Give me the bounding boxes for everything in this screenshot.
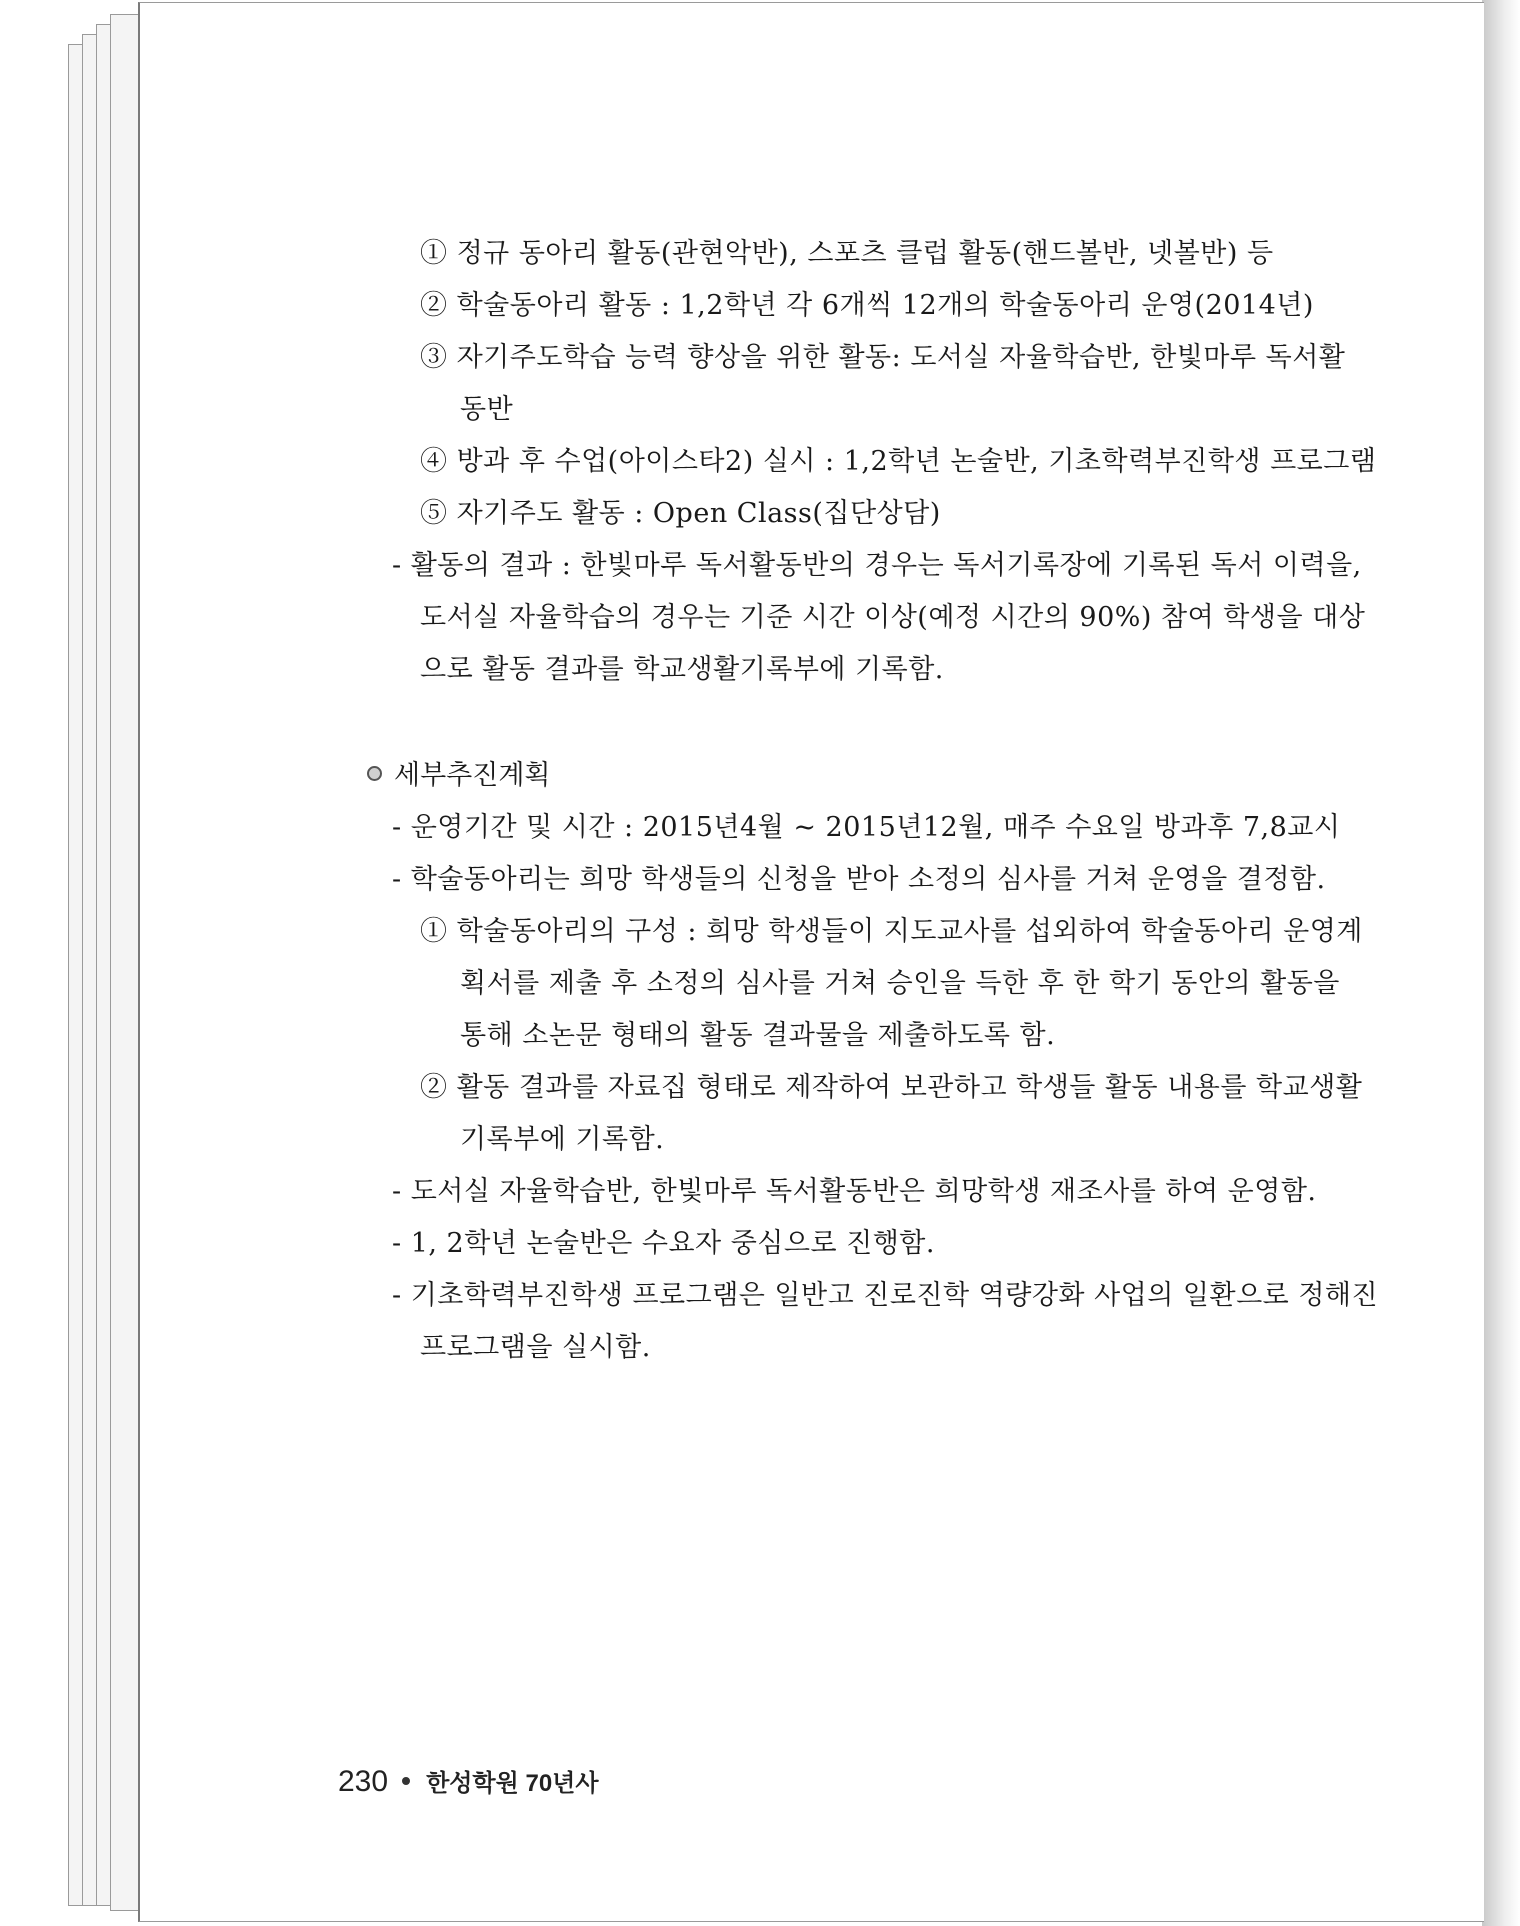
book-title: 한성학원 70년사 — [426, 1770, 599, 1797]
plan-subitem: ① 학술동아리의 구성 : 희망 학생들이 지도교사를 섭외하여 학술동아리 운영계 — [420, 916, 1363, 947]
list-item: ② 학술동아리 활동 : 1,2학년 각 6개씩 12개의 학술동아리 운영(2014년) — [420, 290, 1314, 321]
separator-dot-icon — [402, 1777, 410, 1785]
plan-item: - 운영기간 및 시간 : 2015년4월 ~ 2015년12월, 매주 수요일 방과후 7,8교시 — [392, 812, 1341, 843]
result-paragraph: - 활동의 결과 : 한빛마루 독서활동반의 경우는 독서기록장에 기록된 독서 이력을, — [392, 550, 1362, 581]
list-item: ③ 자기주도학습 능력 향상을 위한 활동: 도서실 자율학습반, 한빛마루 독서활 — [420, 342, 1346, 373]
list-item: ④ 방과 후 수업(아이스타2) 실시 : 1,2학년 논술반, 기초학력부진학생 프로그램 — [420, 446, 1377, 477]
page-number: 230 — [338, 1765, 389, 1798]
list-item: ① 정규 동아리 활동(관현악반), 스포츠 클럽 활동(핸드볼반, 넷볼반) 등 — [420, 238, 1274, 269]
bullet-icon — [367, 766, 382, 781]
result-paragraph-continuation: 도서실 자율학습의 경우는 기준 시간 이상(예정 시간의 90%) 참여 학생을 대상 — [420, 602, 1366, 633]
plan-subitem-continuation: 획서를 제출 후 소정의 심사를 거쳐 승인을 득한 후 한 학기 동안의 활동을 — [460, 968, 1340, 999]
plan-subitem-continuation: 통해 소논문 형태의 활동 결과물을 제출하도록 함. — [460, 1020, 1056, 1051]
plan-item: - 도서실 자율학습반, 한빛마루 독서활동반은 희망학생 재조사를 하여 운영함. — [392, 1176, 1317, 1207]
plan-item-continuation: 프로그램을 실시함. — [420, 1332, 651, 1363]
list-item-continuation: 동반 — [460, 394, 514, 425]
result-paragraph-continuation: 으로 활동 결과를 학교생활기록부에 기록함. — [420, 654, 944, 685]
plan-item: - 기초학력부진학생 프로그램은 일반고 진로진학 역량강화 사업의 일환으로 정해진 — [392, 1280, 1379, 1311]
page-footer — [338, 1764, 599, 1802]
list-item: ⑤ 자기주도 활동 : Open Class(집단상담) — [420, 498, 941, 529]
plan-subitem: ② 활동 결과를 자료집 형태로 제작하여 보관하고 학생들 활동 내용를 학교생활 — [420, 1072, 1363, 1103]
plan-subitem-continuation: 기록부에 기록함. — [460, 1124, 665, 1155]
section-heading — [367, 758, 551, 794]
page-shadow — [1482, 0, 1520, 1926]
section-heading-text: 세부추진계획 — [394, 760, 551, 791]
plan-item: - 학술동아리는 희망 학생들의 신청을 받아 소정의 심사를 거쳐 운영을 결정함. — [392, 864, 1326, 895]
plan-item: - 1, 2학년 논술반은 수요자 중심으로 진행함. — [392, 1228, 935, 1259]
